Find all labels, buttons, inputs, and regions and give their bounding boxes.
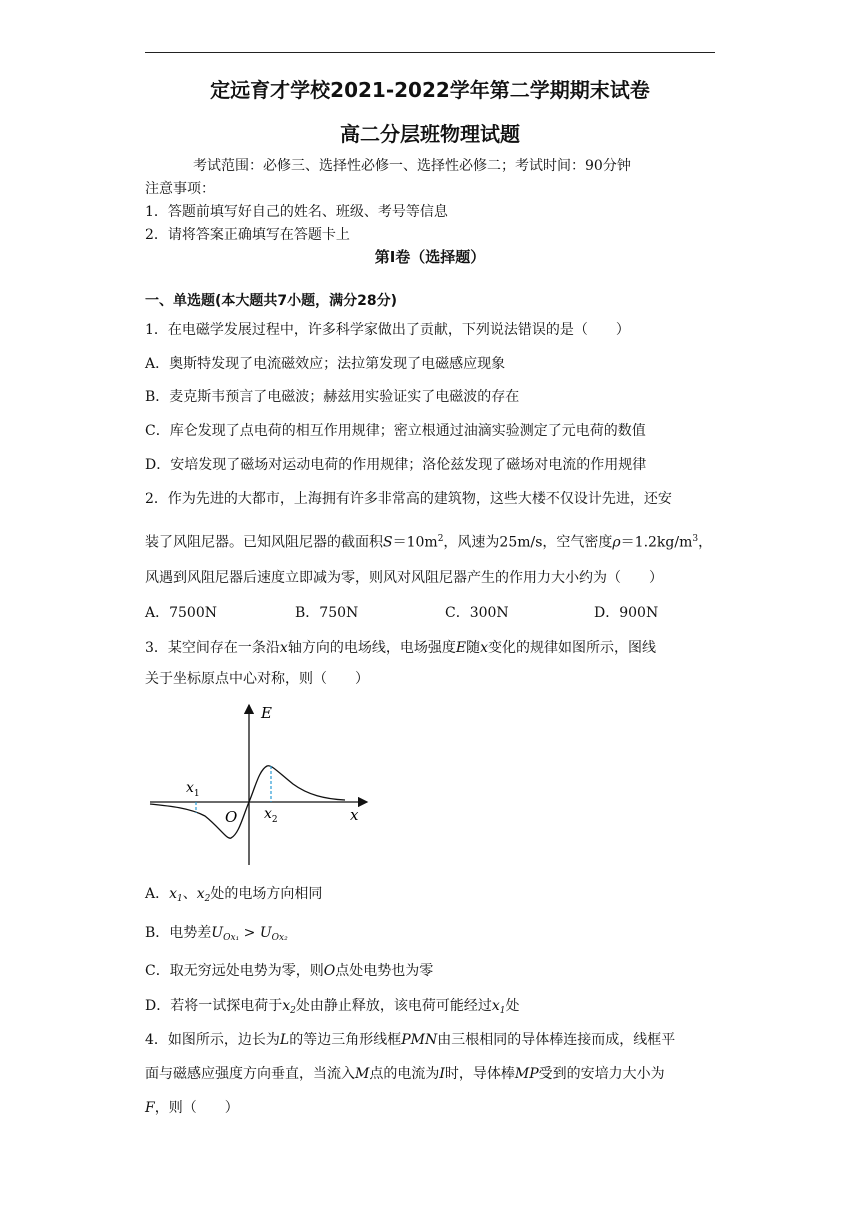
question-3-option-a: A．$x_1$、$x_2$处的电场方向相同 [145,886,323,904]
exam-subtitle: 高二分层班物理试题 [340,122,520,146]
question-4-line-3: F，则（ ） [145,1100,239,1116]
question-2-line-1: 2．作为先进的大都市，上海拥有许多非常高的建筑物，这些大楼不仅设计先进，还安 [145,491,672,507]
question-1-option-c: C．库仑发现了点电荷的相互作用规律；密立根通过油滴实验测定了元电荷的数值 [145,423,646,439]
exam-info: 考试范围：必修三、选择性必修一、选择性必修二；考试时间：90分钟 [193,158,631,174]
question-2-option-c: C．300N [445,605,509,621]
question-2-line-3: 风遇到风阻尼器后速度立即减为零，则风对风阻尼器产生的作用力大小约为（ ） [145,570,663,586]
notice-heading: 注意事项： [145,181,215,197]
electric-field-graph [145,700,380,875]
question-2-option-a: A．7500N [145,605,217,621]
section-title: 第I卷（选择题） [374,248,486,266]
question-2-option-d: D．900N [594,605,659,621]
question-4-line-1: 4．如图所示，边长为L的等边三角形线框PMN由三根相同的导体棒连接而成，线框平 [145,1032,676,1048]
question-1-stem: 1．在电磁学发展过程中，许多科学家做出了贡献，下列说法错误的是（ ） [145,322,630,338]
question-3-option-c: C．取无穷远处电势为零，则O点处电势也为零 [145,963,434,979]
x-axis-label: x [350,806,359,824]
origin-label: O [225,808,238,826]
e-axis-label: E [261,704,272,722]
question-1-option-b: B．麦克斯韦预言了电磁波；赫兹用实验证实了电磁波的存在 [145,389,520,405]
question-3-option-b: B．电势差$U_{Ox_1} > U_{Ox_2}$ [145,925,288,943]
header-rule [145,52,715,53]
x2-label: $x_2$ [264,806,278,825]
notice-item: 1．答题前填写好自己的姓名、班级、考号等信息 [145,204,448,220]
question-4-line-2: 面与磁感应强度方向垂直，当流入M点的电流为I时，导体棒MP受到的安培力大小为 [145,1066,665,1082]
question-3-line-1: 3．某空间存在一条沿x轴方向的电场线，电场强度E随x变化的规律如图所示，图线 [145,640,656,656]
question-3-option-d: D．若将一试探电荷于$x_2$处由静止释放，该电荷可能经过$x_1$处 [145,998,520,1016]
question-2-line-2: 装了风阻尼器。已知风阻尼器的截面积$S=10m^2$，风速为25m/s，空气密度$\rho=1.2kg/m^3$， [145,534,713,551]
x1-label: $x_1$ [186,780,200,799]
question-1-option-a: A．奥斯特发现了电流磁效应；法拉第发现了电磁感应现象 [145,356,506,372]
notice-item: 2．请将答案正确填写在答题卡上 [145,227,350,243]
question-1-option-d: D．安培发现了磁场对运动电荷的作用规律；洛伦兹发现了磁场对电流的作用规律 [145,457,647,473]
question-2-option-b: B．750N [295,605,359,621]
question-3-line-2: 关于坐标原点中心对称，则（ ） [145,671,369,687]
exam-title: 定远育才学校2021-2022学年第二学期期末试卷 [210,78,650,102]
part-heading: 一、单选题(本大题共7小题，满分28分) [145,293,398,309]
